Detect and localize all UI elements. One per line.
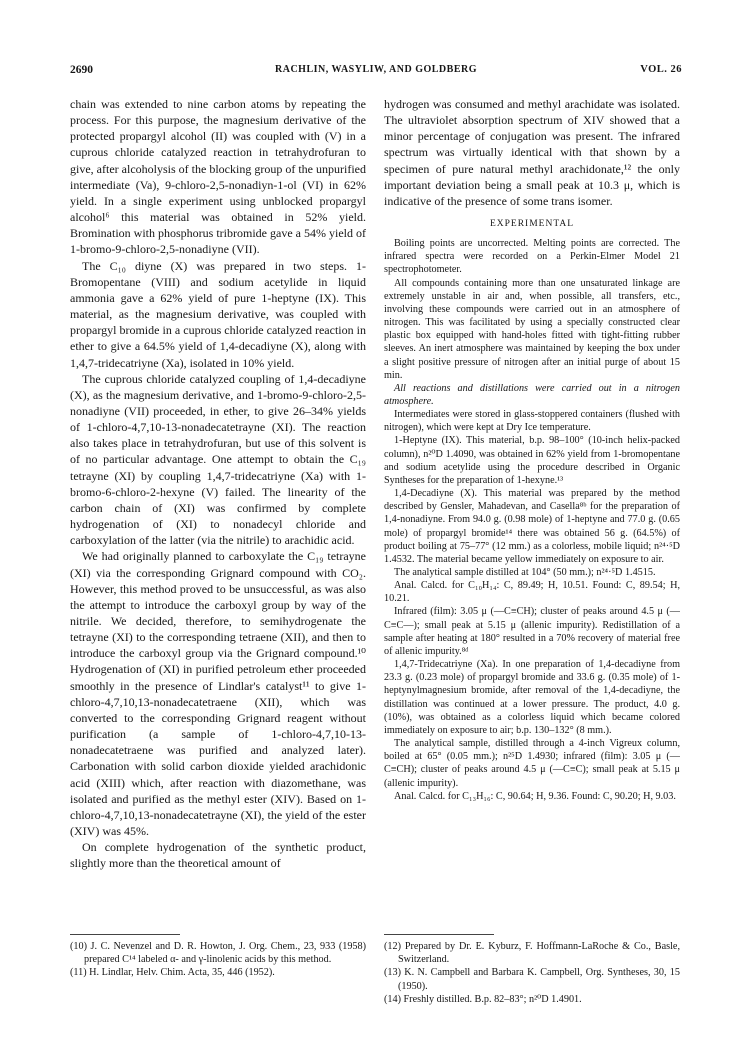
volume-label: VOL. 26 xyxy=(640,64,682,75)
right-column xyxy=(384,96,680,803)
footnote-rule xyxy=(70,934,180,935)
left-paragraph: We had originally planned to carboxylate the C₁₉ tetrayne (XI) via the corresponding Grignard compound with CO₂. However, this method proved to be unsuccessful, as was also the attempt to introduce the carboxyl group by way of the nitrile. We decided, therefore, to semihydrogenate the tetrayne (XI) to the corresponding tetraene (XII), and then to introduce the carboxyl group via the Grignard compound.¹⁰ Hydrogenation of (XI) in purified petroleum ether proceeded smoothly in the presence of Lindlar's catalyst¹¹ to give 1-chloro-4,7,10,13-nonadecatetraene (XII), which was converted to the corresponding Grignard reagent without purification (a sample of 1-chloro-4,7,10-13-nonadecatetraene was purified and analyzed later). Carbonation with solid carbon dioxide yielded arachidonic acid (XIII) which, after reaction with diazomethane, was isolated and purified as the methyl ester (XIV). Based on 1-chloro-4,7,10,13-nonadecatetrayne (XI), the yield of the ester (XIV) was 45%. xyxy=(70,549,366,839)
footnote: (11) H. Lindlar, Helv. Chim. Acta, 35, 446 (1952). xyxy=(70,967,275,979)
page-header xyxy=(70,64,682,80)
left-footnotes xyxy=(70,940,366,980)
footnote-rule xyxy=(384,934,494,935)
experimental-paragraph: 1-Heptyne (IX). This material, b.p. 98–100° (10-inch helix-packed column), n²⁰D 1.4090, was obtained in 62% yield from 1-bromopentane and sodium acetylide using the procedure described in Organic Syntheses for the preparation of 1-hexyne.¹³ xyxy=(384,435,680,486)
footnote: (10) J. C. Nevenzel and D. R. Howton, J. Org. Chem., 23, 933 (1958) prepared C¹⁴ labeled α- and γ-linolenic acids by this method. xyxy=(70,941,366,966)
footnote: (14) Freshly distilled. B.p. 82–83°; n²⁰D 1.4901. xyxy=(384,993,582,1005)
left-paragraph: The cuprous chloride catalyzed coupling of 1,4-decadiyne (X), as the magnesium derivative, and 1-bromo-9-chloro-2,5-nonadiyne (VII) proceeded, in ether, to give 26–34% yields of 1-chloro-4,7,10-13-nonadecatetrayne (XI). The reaction also takes place in tetrahydrofuran, but use of this solvent is of no particular advantage. One attempt to obtain the C₁₉ tetrayne (XI) by coupling 1,4,7-tridecatriyne (Xa) with 1-bromo-6-chloro-2-hexyne (V) failed. The linearity of the carbon chain of (XI) was confirmed by complete hydrogenation of (XI) to nonadecyl chloride and carboxylation of the latter (via the nitrile) to arachidic acid. xyxy=(70,371,366,548)
left-column xyxy=(70,96,366,872)
experimental-paragraph: Anal. Calcd. for C₁₀H₁₄: C, 89.49; H, 10.51. Found: C, 89.54; H, 10.21. xyxy=(384,580,680,605)
experimental-paragraph: All compounds containing more than one unsaturated linkage are extremely unstable in air and, when possible, all transfers, etc., involving these compounds were carried out in an atmosphere of nitrogen. This was facilitated by using a specially constructed clear plastic box equipped with hand-holes fitted with tight-fitting rubber sleeves. An inert atmosphere was maintained by keeping the box under a slight positive pressure of nitrogen after an initial purge of about 15 min. xyxy=(384,277,680,381)
section-heading: EXPERIMENTAL xyxy=(489,219,575,230)
experimental-paragraph: Infrared (film): 3.05 μ (—C≡CH); cluster of peaks around 4.5 μ (—C≡C—); small peak at 5.15 μ (allenic impurity). Redistillation of a sample after heating at 180° resulted in a 70% recovery of material free of allenic impurity.⁸ᵈ xyxy=(384,606,680,657)
page-number: 2690 xyxy=(70,64,93,76)
right-footnotes xyxy=(384,940,680,1006)
right-paragraph: hydrogen was consumed and methyl arachidate was isolated. The ultraviolet absorption spectrum of XIV showed that a minor percentage of conjugation was present. The infrared spectrum was virtually identical with that shown by a specimen of pure natural methyl arachidonate,¹² the only important deviation being a small peak at 10.3 μ, which is indicative of the presence of some trans isomer. xyxy=(384,97,680,208)
experimental-paragraph: 1,4-Decadiyne (X). This material was prepared by the method described by Gensler, Mahadevan, and Casella⁸ᵇ for the preparation of 1,4-nonadiyne. From 94.0 g. (0.98 mole) of 1-heptyne and 77.0 g. (0.65 mole) of propargyl bromide¹⁴ there was obtained 56 g. (64.5%) of product boiling at 75–77° (12 mm.) as a colorless, mobile liquid; n²⁴·⁵D 1.4532. The material became yellow immediately on exposure to air. xyxy=(384,488,680,565)
footnote: (12) Prepared by Dr. E. Kyburz, F. Hoffmann-LaRoche & Co., Basle, Switzerland. xyxy=(384,941,680,966)
left-paragraph: The C₁₀ diyne (X) was prepared in two steps. 1-Bromopentane (VIII) and sodium acetylide in liquid ammonia gave a 62% yield of pure 1-heptyne (IX). This material, as the magnesium derivative, was coupled with propargyl bromide in a cuprous chloride catalyzed reaction in ether to give a 64.5% yield of 1,4-decadiyne (X), along with 1,4,7-tridecatriyne (Xa), isolated in 10% yield. xyxy=(70,258,366,370)
left-paragraph: On complete hydrogenation of the synthetic product, slightly more than the theoretical amount of xyxy=(70,840,366,871)
experimental-paragraph: 1,4,7-Tridecatriyne (Xa). In one preparation of 1,4-decadiyne from 23.3 g. (0.23 mole) of propargyl bromide and 33.6 g. (0.35 mole) of 1-heptynylmagnesium bromide, after removal of the 1,4-decadiyne, the distillation was continued at a lower pressure. The product, 4.0 g. (10%), was obtained as a colorless liquid which became colored immediately on exposure to air; b.p. 130–132° (8 mm.). xyxy=(384,659,680,736)
experimental-paragraph: The analytical sample distilled at 104° (50 mm.); n²⁴·⁵D 1.4515. xyxy=(394,567,656,578)
experimental-paragraph: Intermediates were stored in glass-stoppered containers (flushed with nitrogen), which were kept at Dry Ice temperature. xyxy=(384,409,680,434)
experimental-paragraph: Boiling points are uncorrected. Melting points are corrected. The infrared spectra were recorded on a Perkin-Elmer Model 21 spectrophotometer. xyxy=(384,238,680,276)
left-paragraph: chain was extended to nine carbon atoms by repeating the process. For this purpose, the magnesium derivative of the protected propargyl alcohol (II) was coupled with (V) in a cuprous chloride catalyzed reaction in tetrahydrofuran to give, after alcoholysis of the blocking group of the unpurified intermediate (Va), 9-chloro-2,5-nonadiyn-1-ol (VI) in 62% yield. In a single experiment using unblocked propargyl alcohol⁶ this material was obtained in 52% yield. Bromination with phosphorus tribromide gave a 54% yield of 1-bromo-9-chloro-2,5-nonadiyne (VII). xyxy=(70,97,366,257)
experimental-paragraph: The analytical sample, distilled through a 4-inch Vigreux column, boiled at 65° (0.05 mm.); n²⁵D 1.4930; infrared (film): 3.05 μ (—C≡CH); cluster of peaks around 4.5 μ (—C≡C); small peak at 5.15 μ (allenic impurity). xyxy=(384,738,680,789)
running-title: RACHLIN, WASYLIW, AND GOLDBERG xyxy=(275,64,477,75)
experimental-paragraph: Anal. Calcd. for C₁₃H₁₆: C, 90.64; H, 9.36. Found: C, 90.20; H, 9.03. xyxy=(394,790,676,802)
footnote: (13) K. N. Campbell and Barbara K. Campbell, Org. Syntheses, 30, 15 (1950). xyxy=(384,967,680,992)
experimental-paragraph: All reactions and distillations were carried out in a nitrogen atmosphere. xyxy=(384,382,680,407)
